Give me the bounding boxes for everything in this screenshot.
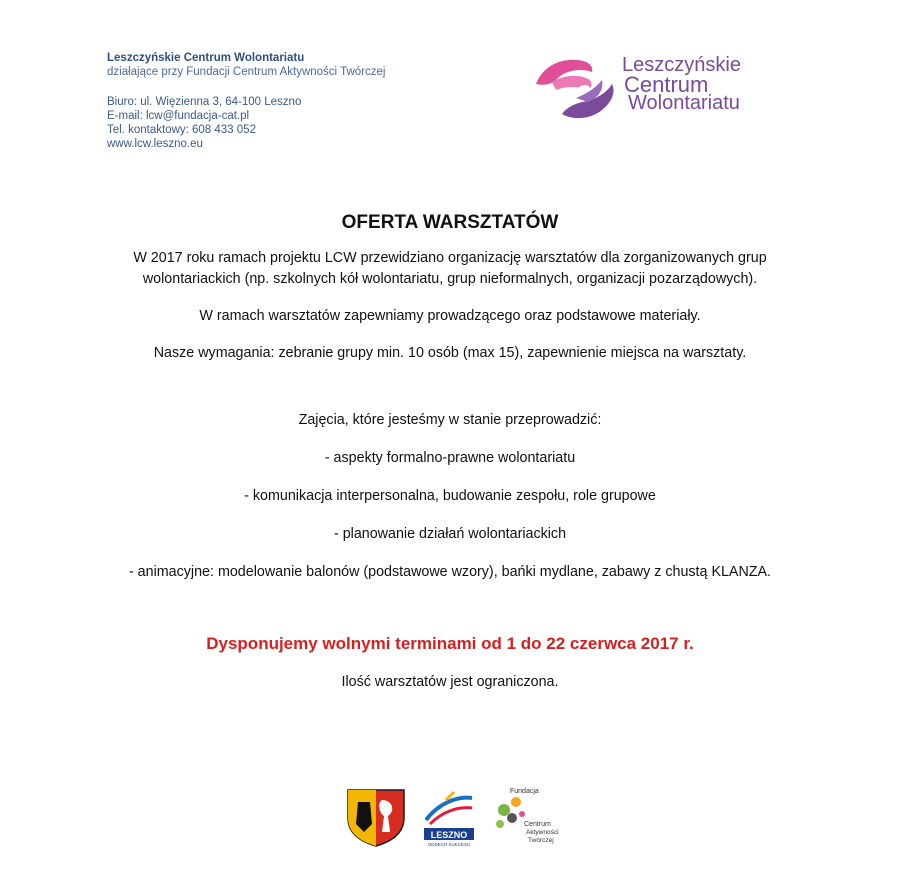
fundacja-line-3: Twórczej [528,837,554,844]
intro-line-1: W 2017 roku ramach projektu LCW przewidziano organizację warsztatów dla zorganizowanych grup [133,250,767,266]
website-link[interactable]: www.lcw.leszno.eu [107,138,203,150]
leszno-city-logo [424,790,474,847]
limited-note: Ilość warsztatów jest ograniczona. [341,674,559,690]
organization-subtitle: działające przy Fundacji Centrum Aktywności Twórczej [107,66,386,78]
fundacja-line-2: Aktywności [526,829,559,836]
leszno-coat-of-arms-icon [348,790,404,846]
footer-logos [346,784,566,848]
logo-line-1: Leszczyńskie [622,54,741,76]
topic-item: - animacyjne: modelowanie balonów (podstawowe wzory), bańki mydlane, zabawy z chustą KLANZA. [128,564,772,580]
availability-highlight: Dysponujemy wolnymi terminami od 1 do 22 czerwca 2017 r. [206,634,694,653]
fundacja-top-text: Fundacja [510,788,539,795]
fundacja-cat-logo [496,788,559,844]
logo-wordmark [622,56,741,113]
leszno-tagline: ODDECH SUKCESU [427,842,471,847]
lcw-logo [532,50,772,128]
phone-number: Tel. kontaktowy: 608 433 052 [107,124,256,136]
topic-item: - aspekty formalno-prawne wolontariatu [324,450,576,466]
organization-name: Leszczyńskie Centrum Wolontariatu [107,52,305,64]
logo-line-2: Centrum [624,72,709,97]
email-address: E-mail: lcw@fundacja-cat.pl [107,110,250,122]
topics-heading: Zajęcia, które jesteśmy w stanie przeprowadzić: [298,412,602,428]
fundacja-line-1: Centrum [524,821,551,828]
logo-line-3: Wolontariatu [628,92,740,114]
document-title: OFERTA WARSZTATÓW [341,212,559,233]
topic-item: - komunikacja interpersonalna, budowanie zespołu, role grupowe [244,488,656,504]
requirements-paragraph: Nasze wymagania: zebranie grupy min. 10 osób (max 15), zapewnienie miejsca na warsztaty. [153,345,747,361]
leszno-label: LESZNO [430,830,468,840]
offer-content [0,212,900,693]
provide-paragraph: W ramach warsztatów zapewniamy prowadzącego oraz podstawowe materiały. [199,308,701,324]
intro-line-2: wolontariackich (np. szkolnych kół wolontariatu, grup nieformalnych, organizacji pozarządowych). [142,271,758,287]
office-address: Biuro: ul. Więzienna 3, 64-100 Leszno [107,96,302,108]
topic-item: - planowanie działań wolontariackich [333,526,567,542]
hands-heart-icon [532,50,622,128]
organization-contact-block [107,51,385,151]
